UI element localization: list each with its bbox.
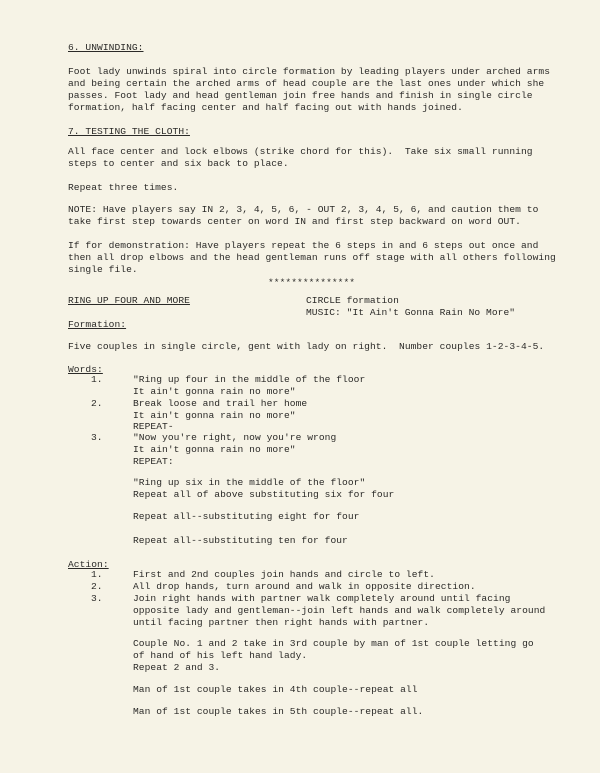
words-3-line-3: REPEAT: — [133, 456, 174, 467]
words-1-line-1: "Ring up four in the middle of the floor — [133, 374, 366, 385]
action-2-line-1: All drop hands, turn around and walk in opposite direction. — [133, 581, 476, 592]
section-7-para-line-2: steps to center and six back to place. — [68, 158, 289, 169]
note-line-1: NOTE: Have players say IN 2, 3, 4, 5, 6, - OUT 2, 3, 4, 5, 6, and caution them to — [68, 204, 539, 215]
section-6-line-3: passes. Foot lady and head gentleman join free hands and finish in single circle — [68, 90, 533, 101]
demo-line-3: single file. — [68, 264, 138, 275]
separator-stars: *************** — [268, 277, 356, 288]
action-extra-4: Man of 1st couple takes in 4th couple--repeat all — [133, 684, 418, 695]
action-3-line-1: Join right hands with partner walk completely around until facing — [133, 593, 511, 604]
action-extra-3: Repeat 2 and 3. — [133, 662, 221, 673]
action-3-line-3: until facing partner then right hands with partner. — [133, 617, 430, 628]
words-extra-4: Repeat all--substituting ten for four — [133, 535, 348, 546]
action-extra-5: Man of 1st couple takes in 5th couple--repeat all. — [133, 706, 424, 717]
dance-title: RING UP FOUR AND MORE — [68, 295, 190, 306]
demo-line-2: then all drop elbows and the head gentleman runs off stage with all others following — [68, 252, 556, 263]
words-3-line-1: "Now you're right, now you're wrong — [133, 432, 337, 443]
formation-label: Formation: — [68, 319, 127, 330]
action-1-number: 1. — [91, 569, 103, 580]
music-title: MUSIC: "It Ain't Gonna Rain No More" — [306, 307, 516, 318]
section-7-heading: 7. TESTING THE CLOTH: — [68, 126, 190, 137]
action-1-line-1: First and 2nd couples join hands and circle to left. — [133, 569, 435, 580]
words-1-number: 1. — [91, 374, 103, 385]
action-extra-1: Couple No. 1 and 2 take in 3rd couple by man of 1st couple letting go — [133, 638, 534, 649]
formation-text: Five couples in single circle, gent with lady on right. Number couples 1-2-3-4-5. — [68, 341, 545, 352]
section-6-heading: 6. UNWINDING: — [68, 42, 144, 53]
words-extra-3: Repeat all--substituting eight for four — [133, 511, 360, 522]
action-3-line-2: opposite lady and gentleman--join left hands and walk completely around — [133, 605, 546, 616]
action-extra-2: of hand of his left hand lady. — [133, 650, 308, 661]
words-2-number: 2. — [91, 398, 103, 409]
words-1-line-2: It ain't gonna rain no more" — [133, 386, 296, 397]
section-7-para-line-1: All face center and lock elbows (strike chord for this). Take six small running — [68, 146, 533, 157]
words-label: Words: — [68, 364, 103, 375]
words-2-line-1: Break loose and trail her home — [133, 398, 308, 409]
words-2-line-3: REPEAT- — [133, 421, 174, 432]
note-line-2: take first step towards center on word IN and first step backward on word OUT. — [68, 216, 521, 227]
words-extra-1: "Ring up six in the middle of the floor" — [133, 477, 366, 488]
repeat-three-times: Repeat three times. — [68, 182, 179, 193]
words-3-line-2: It ain't gonna rain no more" — [133, 444, 296, 455]
words-extra-2: Repeat all of above substituting six for four — [133, 489, 395, 500]
section-6-line-2: and being certain the arched arms of head couple are the last ones under which she — [68, 78, 545, 89]
words-2-line-2: It ain't gonna rain no more" — [133, 410, 296, 421]
demo-line-1: If for demonstration: Have players repeat the 6 steps in and 6 steps out once and — [68, 240, 539, 251]
action-label: Action: — [68, 559, 109, 570]
words-3-number: 3. — [91, 432, 103, 443]
action-3-number: 3. — [91, 593, 103, 604]
section-6-line-4: formation, half facing center and half facing out with hands joined. — [68, 102, 463, 113]
section-6-line-1: Foot lady unwinds spiral into circle formation by leading players under arched arms — [68, 66, 550, 77]
action-2-number: 2. — [91, 581, 103, 592]
circle-formation: CIRCLE formation — [306, 295, 399, 306]
